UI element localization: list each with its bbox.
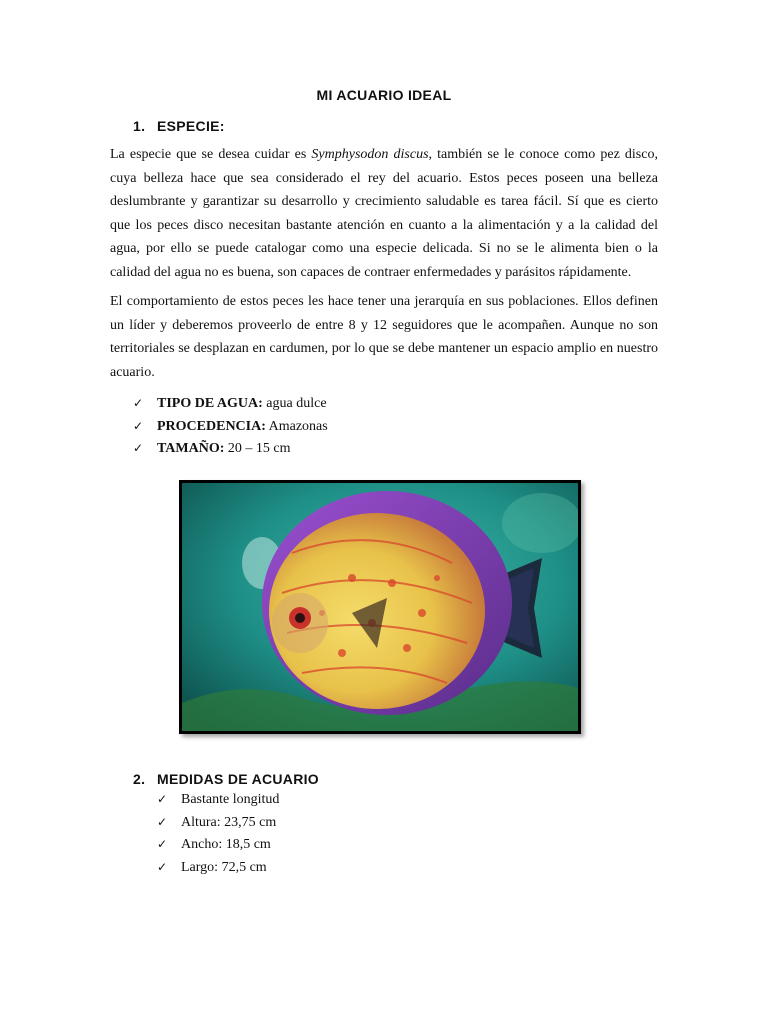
list-item [157, 811, 279, 834]
list-item [133, 415, 328, 438]
checkmark-icon: ✓ [157, 837, 168, 852]
measure-text: Bastante longitud [181, 792, 280, 807]
species-facts-list [133, 392, 328, 460]
page-title: MI ACUARIO IDEAL [316, 87, 452, 103]
fact-value: 20 – 15 cm [227, 441, 291, 457]
section-heading-text: ESPECIE: [157, 118, 225, 134]
list-item [157, 788, 279, 811]
fact-label: TIPO DE AGUA: [157, 396, 263, 411]
measure-text: Ancho: 18,5 cm [181, 837, 271, 853]
discus-fish-photo [179, 480, 581, 734]
checkmark-icon: ✓ [157, 859, 168, 874]
checkmark-icon: ✓ [133, 418, 144, 433]
measure-text: Altura: 23,75 cm [181, 814, 277, 830]
fact-label: TAMAÑO: [157, 441, 225, 457]
list-item [133, 437, 328, 460]
section-heading-text: MEDIDAS DE ACUARIO [157, 771, 319, 787]
discus-fish-illustration [182, 483, 578, 731]
checkmark-icon: ✓ [133, 441, 144, 456]
species-paragraph [110, 143, 658, 285]
section-heading-medidas [133, 771, 319, 787]
list-item [157, 833, 279, 856]
species-name: Symphysodon discus [311, 147, 429, 162]
fact-value: Amazonas [268, 418, 328, 434]
section-number: 2. [133, 771, 146, 787]
aquarium-measures-list [157, 788, 279, 878]
list-item [133, 392, 328, 415]
measure-text: Largo: 72,5 cm [181, 859, 267, 875]
paragraph-text: La especie que se desea cuidar es [110, 147, 312, 162]
behavior-paragraph: El comportamiento de estos peces les hace tener una jerarquía en sus poblaciones. Ellos definen un líder y deberemos proveerlo de entre 8 y 12 seguidores que le acompañen. Aunque no son territoriales se desplazan en cardumen, por lo que se debe mantener un espacio amplio en nuestro acuario. [110, 294, 658, 380]
checkmark-icon: ✓ [157, 814, 168, 829]
fact-value: agua dulce [266, 396, 327, 411]
checkmark-icon: ✓ [157, 792, 168, 806]
section-number: 1. [133, 118, 146, 134]
paragraph-text: , también se le conoce como pez disco, cuya belleza hace que sea considerado el rey del acuario. Estos peces poseen una belleza deslumbrante y garantizar su desarrollo y crecimiento saludable es tarea fácil. Sí que es cierto que los peces disco necesitan bastante atención en cuanto a la alimentación y a la calidad del agua, por ello se puede catalogar como una especie delicada. Si no se le alimenta bien o la calidad del agua no es buena, son capaces de contraer enfermedades y parásitos rápidamente. [110, 147, 658, 280]
list-item [157, 856, 279, 879]
fact-label: PROCEDENCIA: [157, 418, 266, 434]
checkmark-icon: ✓ [133, 396, 144, 410]
section-heading-especie [133, 118, 225, 134]
